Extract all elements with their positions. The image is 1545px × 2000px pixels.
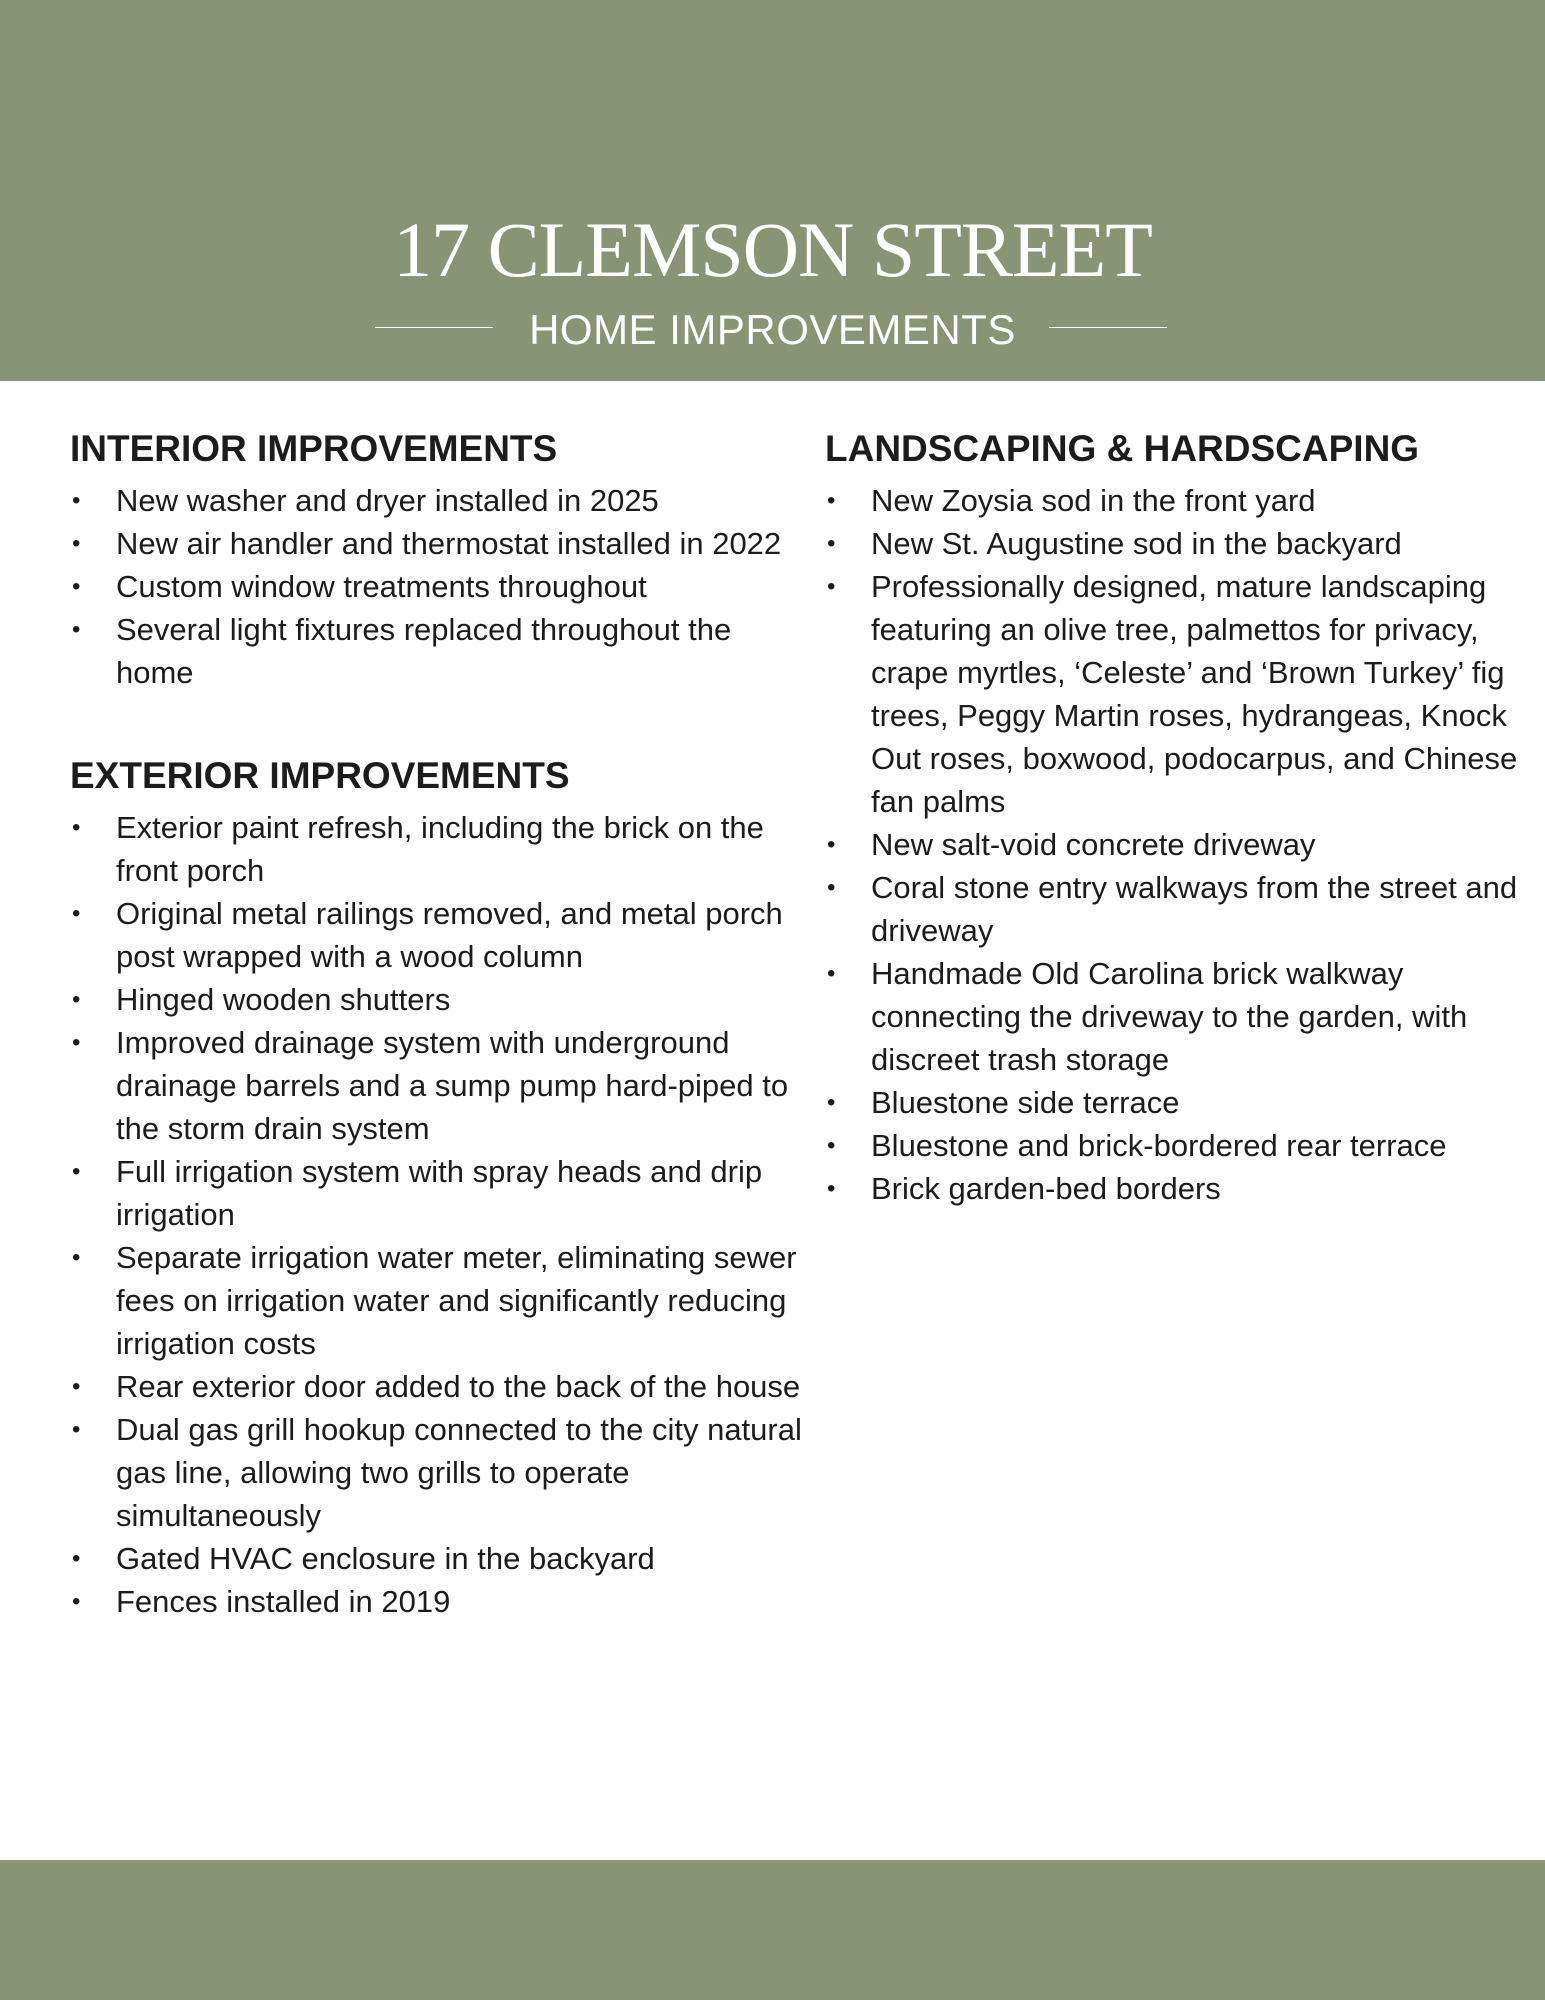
list-item xyxy=(70,608,810,694)
bullet-icon: • xyxy=(827,831,836,858)
list-item-text: Brick garden-bed borders xyxy=(871,1171,1221,1206)
list-item-text: New washer and dryer installed in 2025 xyxy=(116,483,659,518)
bullet-icon: • xyxy=(72,1029,81,1056)
bullet-icon: • xyxy=(827,1089,836,1116)
list-item-text: New St. Augustine sod in the backyard xyxy=(871,526,1402,561)
list-item-text: Hinged wooden shutters xyxy=(116,982,451,1017)
bullet-icon: • xyxy=(72,986,81,1013)
bullet-icon: • xyxy=(72,487,81,514)
list-item xyxy=(70,522,810,565)
bullet-icon: • xyxy=(827,960,836,987)
list-item-text: Original metal railings removed, and metal porch post wrapped with a wood column xyxy=(116,896,783,974)
list-item xyxy=(70,892,810,978)
bullet-icon: • xyxy=(72,814,81,841)
landscaping-section xyxy=(825,425,1525,1210)
interior-heading: INTERIOR IMPROVEMENTS xyxy=(70,428,558,469)
list-item-text: New air handler and thermostat installed in 2022 xyxy=(116,526,782,561)
list-item xyxy=(70,1365,810,1408)
interior-section xyxy=(70,425,810,694)
interior-list xyxy=(70,479,810,694)
subtitle-row xyxy=(0,300,1545,360)
list-item xyxy=(70,978,810,1021)
list-item-text: Separate irrigation water meter, eliminating sewer fees on irrigation water and significantly reducing irrigation costs xyxy=(116,1240,797,1361)
list-item-text: New salt-void concrete driveway xyxy=(871,827,1316,862)
list-item-text: Custom window treatments throughout xyxy=(116,569,647,604)
list-item-text: Fences installed in 2019 xyxy=(116,1584,451,1619)
landscaping-list xyxy=(825,479,1525,1210)
list-item xyxy=(825,1081,1525,1124)
list-item xyxy=(825,952,1525,1081)
list-item xyxy=(825,1124,1525,1167)
page-subtitle: HOME IMPROVEMENTS xyxy=(529,306,1016,353)
list-item xyxy=(825,866,1525,952)
exterior-list xyxy=(70,806,810,1623)
right-column xyxy=(825,425,1525,1210)
list-item-text: Bluestone and brick-bordered rear terrace xyxy=(871,1128,1447,1163)
landscaping-heading: LANDSCAPING & HARDSCAPING xyxy=(825,428,1420,469)
bullet-icon: • xyxy=(72,530,81,557)
list-item-text: Coral stone entry walkways from the street and driveway xyxy=(871,870,1518,948)
list-item xyxy=(825,479,1525,522)
bullet-icon: • xyxy=(72,1244,81,1271)
list-item-text: New Zoysia sod in the front yard xyxy=(871,483,1316,518)
bullet-icon: • xyxy=(72,1158,81,1185)
bullet-icon: • xyxy=(827,487,836,514)
list-item-text: Improved drainage system with underground drainage barrels and a sump pump hard-piped to the storm drain system xyxy=(116,1025,789,1146)
exterior-section xyxy=(70,752,810,1623)
list-item-text: Several light fixtures replaced throughout the home xyxy=(116,612,732,690)
list-item xyxy=(825,823,1525,866)
bullet-icon: • xyxy=(72,1545,81,1572)
list-item xyxy=(825,522,1525,565)
bullet-icon: • xyxy=(72,573,81,600)
page-title: 17 CLEMSON STREET xyxy=(393,206,1152,293)
exterior-heading: EXTERIOR IMPROVEMENTS xyxy=(70,755,570,796)
list-item-text: Dual gas grill hookup connected to the city natural gas line, allowing two grills to operate simultaneously xyxy=(116,1412,802,1533)
bullet-icon: • xyxy=(72,1588,81,1615)
list-item-text: Rear exterior door added to the back of the house xyxy=(116,1369,801,1404)
list-item xyxy=(70,1150,810,1236)
list-item xyxy=(70,1537,810,1580)
bullet-icon: • xyxy=(827,1132,836,1159)
bullet-icon: • xyxy=(72,900,81,927)
list-item-text: Exterior paint refresh, including the brick on the front porch xyxy=(116,810,764,888)
bullet-icon: • xyxy=(827,1175,836,1202)
list-item xyxy=(70,479,810,522)
list-item xyxy=(70,806,810,892)
list-item-text: Handmade Old Carolina brick walkway connecting the driveway to the garden, with discreet trash storage xyxy=(871,956,1468,1077)
list-item-text: Full irrigation system with spray heads and drip irrigation xyxy=(116,1154,763,1232)
bullet-icon: • xyxy=(827,530,836,557)
list-item xyxy=(825,1167,1525,1210)
list-item xyxy=(70,1021,810,1150)
list-item xyxy=(70,1408,810,1537)
list-item xyxy=(70,1580,810,1623)
subtitle-rule-right xyxy=(1049,327,1167,328)
list-item-text: Professionally designed, mature landscaping featuring an olive tree, palmettos for privacy, crape myrtles, ‘Celeste’ and ‘Brown Turkey’ fig trees, Peggy Martin roses, hydrangeas, Knock Out roses, boxwood, podocarpus, and Chinese fan palms xyxy=(871,569,1518,819)
list-item xyxy=(70,565,810,608)
list-item-text: Gated HVAC enclosure in the backyard xyxy=(116,1541,655,1576)
left-column xyxy=(70,425,810,1623)
footer-band xyxy=(0,1860,1545,2000)
bullet-icon: • xyxy=(827,573,836,600)
bullet-icon: • xyxy=(72,1416,81,1443)
bullet-icon: • xyxy=(827,874,836,901)
list-item xyxy=(825,565,1525,823)
bullet-icon: • xyxy=(72,616,81,643)
bullet-icon: • xyxy=(72,1373,81,1400)
list-item-text: Bluestone side terrace xyxy=(871,1085,1180,1120)
list-item xyxy=(70,1236,810,1365)
